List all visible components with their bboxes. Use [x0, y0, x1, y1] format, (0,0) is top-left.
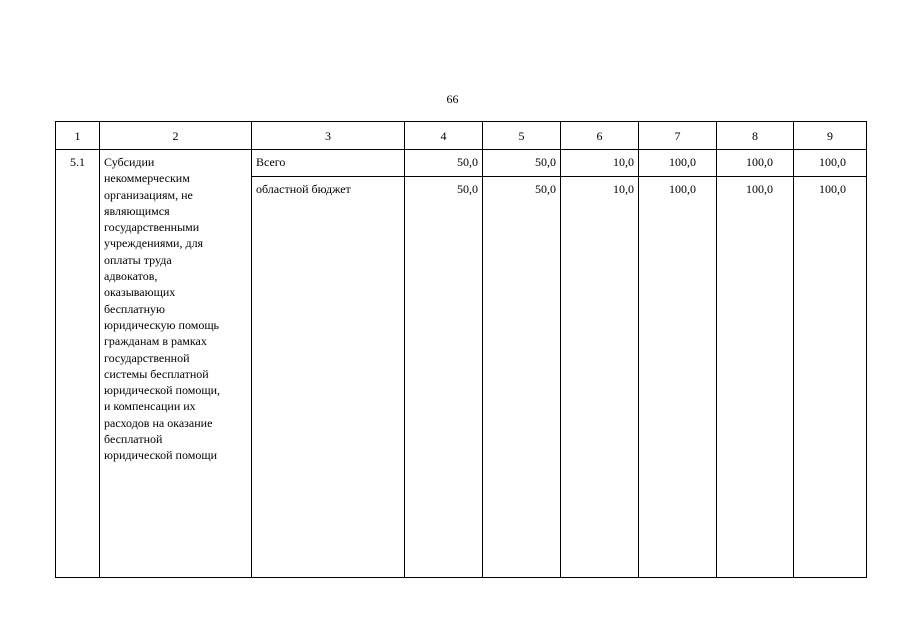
column-header: 8 [717, 122, 794, 150]
description-line: юридической помощи [104, 448, 217, 463]
value-cell: 10,0 [561, 177, 639, 578]
description-line: адвокатов, [104, 269, 158, 284]
page-number: 66 [446, 92, 459, 106]
description-line: организациям, не [104, 187, 193, 202]
description-line: оплаты труда [104, 252, 172, 267]
description-line: расходов на оказание [104, 415, 213, 430]
description-cell [100, 150, 252, 578]
description-line: оказывающих [104, 285, 176, 300]
description-line: гражданам в рамках [104, 334, 207, 349]
value-cell: 100,0 [639, 177, 717, 578]
row-number-cell: 5.1 [56, 150, 100, 578]
value-cell: 50,0 [483, 177, 561, 578]
description-line: Субсидии [104, 155, 155, 169]
description-line: государственными [104, 220, 200, 235]
table-header-row [56, 122, 867, 150]
value-cell: 10,0 [561, 150, 639, 177]
column-header: 9 [794, 122, 867, 150]
description-line: бесплатной [104, 432, 163, 447]
description-line: юридическую помощь [104, 317, 220, 332]
description-line: бесплатную [104, 301, 165, 316]
column-header: 4 [405, 122, 483, 150]
description-line: учреждениями, для [104, 236, 204, 251]
value-cell: 100,0 [639, 150, 717, 177]
description-line: системы бесплатной [104, 366, 209, 381]
description-line: и компенсации их [104, 399, 196, 414]
description-line: государственной [104, 350, 190, 365]
column-header: 1 [56, 122, 100, 150]
description-line: некоммерческим [104, 171, 190, 186]
column-header: 7 [639, 122, 717, 150]
funding-source-cell: областной бюджет [252, 177, 405, 578]
description-line: являющимся [104, 203, 170, 218]
table-row-total [56, 150, 867, 177]
value-cell: 100,0 [794, 177, 867, 578]
funding-source-cell: Всего [252, 150, 405, 177]
value-cell: 50,0 [405, 150, 483, 177]
budget-table [55, 121, 867, 578]
column-header: 5 [483, 122, 561, 150]
value-cell: 100,0 [717, 150, 794, 177]
value-cell: 50,0 [483, 150, 561, 177]
column-header: 2 [100, 122, 252, 150]
column-header: 3 [252, 122, 405, 150]
value-cell: 100,0 [717, 177, 794, 578]
value-cell: 50,0 [405, 177, 483, 578]
column-header: 6 [561, 122, 639, 150]
value-cell: 100,0 [794, 150, 867, 177]
description-line: юридической помощи, [104, 383, 220, 398]
